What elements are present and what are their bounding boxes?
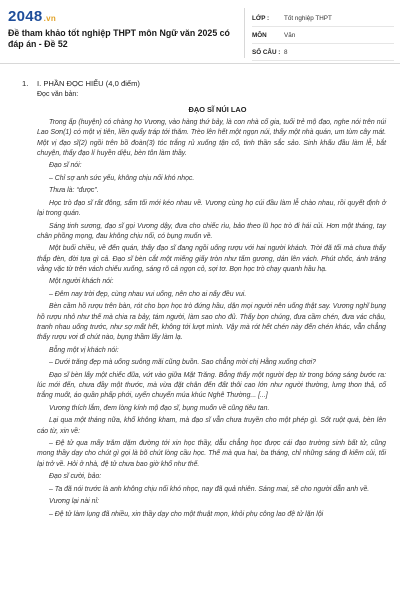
story-paragraph: – Chỉ sợ anh sức yếu, không chịu nổi khó nhọc. [49, 174, 195, 182]
meta-row-class [252, 10, 394, 27]
document-meta [252, 10, 394, 61]
meta-row-question-count [252, 44, 394, 61]
meta-row-subject [252, 27, 394, 44]
story-text [0, 118, 400, 520]
story-title: ĐẠO SĨ NÚI LAO [188, 105, 247, 114]
story-paragraph: Bỗng một vị khách nói: [49, 346, 119, 354]
section-title: I. PHẦN ĐỌC HIỂU (4,0 điểm) [37, 79, 140, 88]
section-subtitle: Đọc văn bản: [37, 91, 79, 98]
story-paragraph: Trong ấp (huyện) có chàng họ Vương, vào hàng thứ bảy, là con nhà cổ gia, tuổi trẻ mộ đạo, nghe nói trên núi Lao Sơn(1) có một vị tiên, liền quẩy tráp tới thăm. Trèo lên hết một ngọn núi, thấy một nhà quán, um tùm cây mát. Một vị đạo sĩ(2) ngồi trên bồ đoàn(3) tóc trắng rủ xuống tận cổ, tinh thần sắc sảo. Sinh khấu đầu làm lễ, bắt chuyện, thấy đạo lí huyền diệu, bèn tôn làm thầy. [37, 119, 386, 157]
story-paragraph: Vương thích lắm, đem lòng kính mộ đạo sĩ, bụng muốn về cũng tiêu tan. [49, 404, 270, 412]
document-header [0, 0, 400, 64]
story-paragraph: Vương lại nài nỉ: [49, 498, 99, 506]
story-paragraph: Bèn cầm hồ rượu trên bàn, rót cho bọn học trò đứng hầu, dặn mọi người nên uống thật say. Vương nghĩ bụng hồ rượu nhỏ như thế mà chia ra bảy, tám người, làm sao cho đủ. Thấy bọn chúng, đưa cầm chén, đưa vác chậu, tranh nhau uống trước, như sợ mất hết, không tới lượt mình. Vậy mà rót hết chén này đến chén khác, vẫn chẳng thấy rượu vơi đi chút nào, bụng thầm lấy làm lạ. [37, 303, 386, 342]
story-paragraph: Đạo sĩ cười, bảo: [49, 473, 102, 481]
story-paragraph: – Đêm nay trời đẹp, cùng nhau vui uống, nên cho ai nấy đều vui. [49, 290, 247, 298]
document-title: Đề tham khảo tốt nghiệp THPT môn Ngữ văn 2025 có đáp án - Đề 52 [8, 28, 230, 49]
story-paragraph: Một buổi chiều, về đến quán, thấy đạo sĩ đang ngồi uống rượu với hai người khách. Trời đã tối mà chưa thấy thắp đèn, đời tựa gì cả. Đạo sĩ bèn cắt một miếng giấy tròn như tấm gương, dán lên vách. Phút chốc, ánh trăng vằng vặc từ trên vách chiếu xuống, sáng rõ cả ngọn cỏ, sợi tơ. Bọn học trò chạy quanh hầu hạ. [37, 245, 386, 273]
story-paragraph: Thưa là: “được”. [49, 187, 99, 195]
story-paragraph: Học trò đạo sĩ rất đông, sẩm tối mới kéo nhau về. Vương cùng họ cúi đầu làm lễ chào nhau, rồi quyết định ở lại trong quán. [37, 199, 386, 218]
story-paragraph: Đạo sĩ bèn lấy một chiếc đũa, vứt vào giữa Mặt Trăng. Bỗng thấy một người đẹp từ trong bóng sáng bước ra: lúc mới đến, chưa đầy một thước, mà vừa đặt chân đến đất thôi cao lớn như người thường, lưng thon thả, cổ trắng muốt, áo quần phấp phới, uyển chuyển múa khúc Nghê Thường... [...] [37, 371, 386, 400]
meta-value: 8 [284, 48, 288, 56]
story-paragraph: Lại qua một tháng nữa, khổ không kham, mà đạo sĩ vẫn chưa truyền cho một phép gì. Sốt ruột quá, bèn lên cáo từ, xin về: [37, 417, 386, 435]
story-paragraph: – Đệ tử qua mấy trăm dặm đường tới xin học thầy, dẫu chẳng học được cái đạo trường sinh bất tử, cũng mong thầy dạy cho chút gì gọi là bõ chút lòng cầu học. Thế mà qua hai, ba tháng, chỉ những sáng đi kiếm củi, tối lại trở về. Hỏi ở nhà, đệ tử chưa bao giờ khổ như thế. [37, 440, 386, 468]
meta-value: Tốt nghiệp THPT [284, 14, 332, 22]
story-paragraph: – Đệ tử làm lụng đã nhiều, xin thầy dạy cho một thuật mọn, khỏi phụ công lao đệ tử lặn lội [49, 510, 324, 518]
section-heading [0, 78, 400, 91]
story-paragraph: Sáng tinh sương, đạo sĩ gọi Vương dậy, đưa cho chiếc rìu, bảo theo lũ học trò đi hái củi. Hơn một tháng, tay chân phồng mọng, đau không chịu nổi, có bụng muốn về. [37, 222, 386, 240]
site-logo[interactable]: 2048.vn [8, 8, 57, 25]
meta-key: SỐ CÂU : [252, 48, 281, 56]
document-body [0, 78, 400, 522]
header-divider [244, 8, 245, 58]
story-paragraph: – Ta đã nói trước là anh không chịu nổi khó nhọc, nay đã quả nhiên. Sáng mai, sẽ cho người dẫn anh về. [49, 485, 370, 493]
section-subtitle-row [0, 91, 400, 103]
section-number: 1. [22, 79, 29, 88]
meta-key: MÔN [252, 31, 267, 39]
meta-key: LỚP : [252, 14, 270, 22]
story-paragraph: Đạo sĩ nói: [49, 162, 82, 170]
story-paragraph: – Dưới trăng đẹp mà uống suông mãi cũng buồn. Sao chẳng mời chị Hằng xuống chơi? [49, 359, 317, 367]
meta-value: Văn [284, 31, 296, 39]
story-paragraph: Một người khách nói: [49, 278, 114, 286]
